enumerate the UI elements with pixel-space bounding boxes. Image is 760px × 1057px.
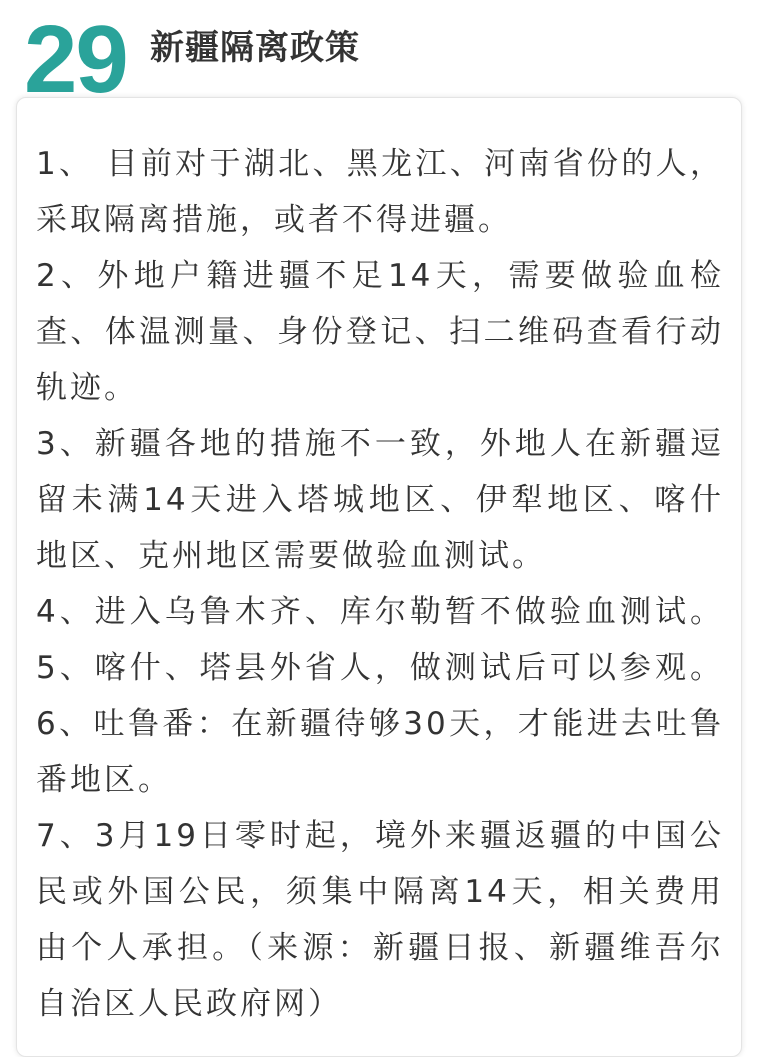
section-title: 新疆隔离政策 — [150, 28, 360, 68]
policy-item-3: 3、新疆各地的措施不一致，外地人在新疆逗留未满14天进入塔城地区、伊犁地区、喀什地区、克州地区需要做验血测试。 — [36, 426, 724, 574]
policy-item-1: 1、 目前对于湖北、黑龙江、河南省份的人，采取隔离措施，或者不得进疆。 — [36, 146, 724, 238]
section-number: 29 — [24, 6, 127, 113]
policy-item-7: 7、3月19日零时起，境外来疆返疆的中国公民或外国公民，须集中隔离14天，相关费用由个人承担。（来源：新疆日报、新疆维吾尔自治区人民政府网） — [36, 818, 724, 1022]
policy-list — [36, 136, 724, 1032]
policy-item-2: 2、外地户籍进疆不足14天，需要做验血检查、体温测量、身份登记、扫二维码查看行动轨迹。 — [36, 258, 724, 406]
policy-item-4: 4、进入乌鲁木齐、库尔勒暂不做验血测试。5、喀什、塔县外省人，做测试后可以参观。6、吐鲁番：在新疆待够30天，才能进去吐鲁番地区。 — [36, 594, 724, 798]
